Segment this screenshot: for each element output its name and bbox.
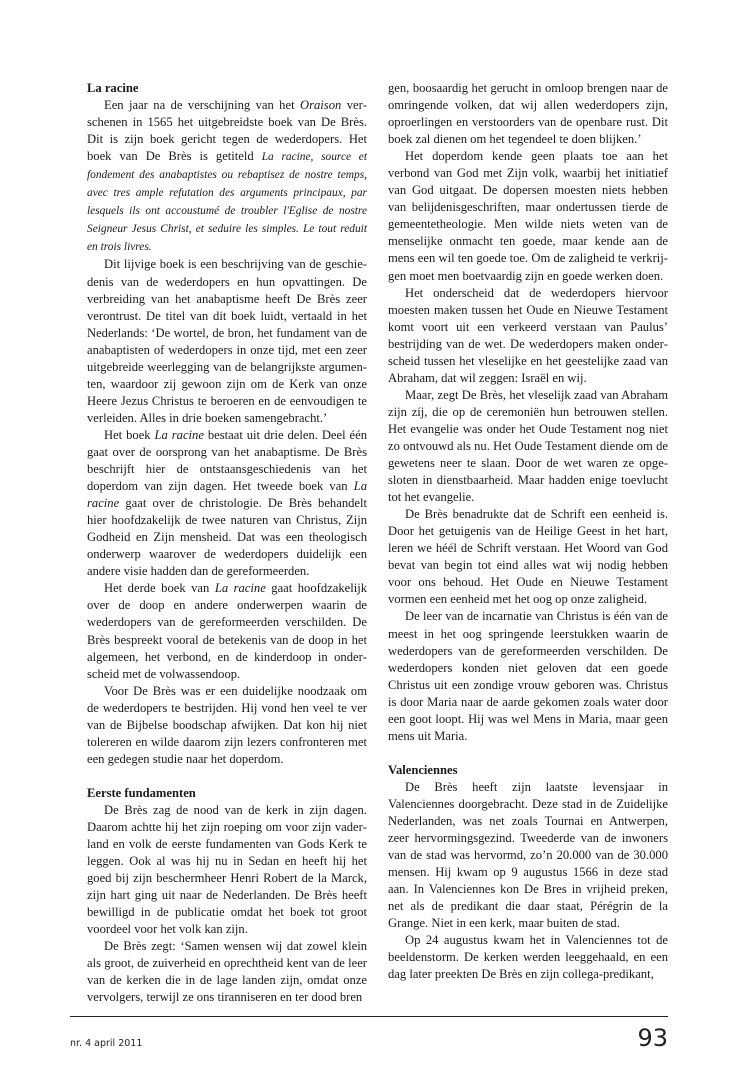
- paragraph: Het derde boek van La racine gaat hoofdzakelijk over de doop en andere onderwerpen waarin de wederdopers van de gereformeerden verschilden. De Brès bespreekt vooral de betekenis van de doop in het algemeen, het verbond, en de kinderdoop in onderscheid met de volwassendoop.: [87, 581, 368, 681]
- paragraph: Het doperdom kende geen plaats toe aan het verbond van God met Zijn volk, waarbij het initiatief van God uitgaat. De dopersen moesten niets hebben van belijdenisgeschriften, maar ondertussen tierde de gemeentetheologie. Men wilde niets weten van de menselijke onmacht ten goede, maar kende aan de mens een wil ten goede toe. Om de zaligheid te verkrijgen moet men boetvaardig zijn en goede werken doen.: [388, 149, 668, 283]
- right-column: [388, 80, 668, 983]
- paragraph: De Brès heeft zijn laatste levensjaar in Valenciennes doorgebracht. Deze stad in de Zuidelijke Nederlanden, was net zoals Tournai en Antwerpen, zeer hervormingsgezind. Tweederde van de inwoners van de stad was hervormd, zo’n 20.000 van de 30.000 mensen. Hij kwam op 9 augustus 1566 in deze stad aan. In Valenciennes kon De Bres in vrijheid preken, net als de predikant die daar staat, Pérégrin de la Grange. Niet in een kerk, maar buiten de stad.: [388, 779, 668, 931]
- issue-label: nr. 4 april 2011: [70, 1038, 143, 1049]
- left-column: [87, 80, 367, 1006]
- paragraph: De Brès benadrukte dat de Schrift een eenheid is. Door het getuigenis van de Heilige Geest in het hart, leren we héél de Schrift verstaan. Het Woord van God bevat van begin tot eind alles wat wij nodig hebben voor ons behoud. Het Oude en Nieuwe Testament vormen een eenheid met het oog op onze zaligheid.: [388, 507, 668, 607]
- paragraph: Het boek La racine bestaat uit drie delen. Deel één gaat over de oorsprong van het anabaptisme. De Brès beschrijft hier de ontstaansgeschiedenis van het doperdom van zijn dagen. Het tweede boek van La racine gaat over de christologie. De Brès behandelt hier hoofdzakelijk de twee naturen van Christus, Zijn Godheid en Zijn mensheid. Dat was een theologisch onderwerp waarover de wederdopers duidelijk een andere visie hadden dan de gereformeerden.: [87, 427, 368, 579]
- section-heading-valenciennes: Valenciennes: [388, 762, 458, 777]
- paragraph: De Brès zag de nood van de kerk in zijn dagen. Daarom achtte hij het zijn roeping om voor zijn vaderland en volk de eerste fundamenten van Gods Kerk te leggen. Ook al was hij nu in Sedan en heeft hij het goed bij zijn beschermheer Henri Robert de la Marck, zijn hart ging uit naar de Nederlanden. De Brès heeft bewilligd in de publicatie omdat het boek tot groot voordeel voor het volk kan zijn.: [87, 802, 367, 937]
- section-heading-la-racine: La racine: [87, 81, 139, 95]
- paragraph: De leer van de incarnatie van Christus is één van de meest in het oog springende leerstukken waarin de wederdopers van de gereformeerden verschilden. De wederdopers konden niet geloven dat een goede Christus uit een zondige vrouw geboren was. Christus is door Maria naar de aarde gekomen zoals water door een goot loopt. Hij was wel Mens in Maria, maar geen mens uit Maria.: [388, 609, 668, 743]
- paragraph: Voor De Brès was er een duidelijke noodzaak om de wederdopers te bestrijden. Hij vond hen veel te ver van de Bijbelse boodschap afwijken. Dat kon hij niet tolereren en wilde daarom zijn lezers confronteren met een gedegen studie naar het doperdom.: [87, 683, 367, 766]
- paragraph: Een jaar na de verschijning van het Oraison verschenen in 1565 het uitgebreidste boek van De Brès. Dit is zijn boek gericht tegen de wederdopers. Het boek van De Brès is getiteld La racine, source et fondement des anabaptistes ou rebaptisez de nostre temps, avec tres ample refutation des arguments principaux, par lesquels ils ont accoustumé de troubler l'Eglise de nostre Seigneur Jesus Christ, et seduire les simples. Le tout reduit en trois livres.: [87, 98, 368, 254]
- paragraph: Op 24 augustus kwam het in Valenciennes tot de beeldenstorm. De kerken werden leeggehaald, en een dag later preekten De Brès en zijn collega-predikant,: [388, 933, 668, 982]
- section-heading-eerste-fundamenten: Eerste fundamenten: [87, 785, 196, 800]
- footer-rule: [70, 1016, 668, 1017]
- paragraph: Dit lijvige boek is een beschrijving van de geschiedenis van de wederdopers en hun opvattingen. De verbreiding van het anabaptisme heeft De Brès zeer verontrust. De titel van dit boek luidt, vertaald in het Nederlands: ‘De wortel, de bron, het fundament van de anabaptisten of wederdopers in onze tijd, met een zeer uitgebreide weerlegging van de belangrijkste argumenten, waardoor zij gewoon zijn om de Kerk van onze Heere Jezus Christus te beroeren en de eenvoudigen te verleiden. Alles in drie boeken samengebracht.’: [87, 257, 367, 425]
- paragraph: Het onderscheid dat de wederdopers hiervoor moesten maken tussen het Oude en Nieuwe Testament komt voort uit een verkeerd verstaan van Paulus’ bestrijding van de wet. De wederdopers maken onderscheid tussen het vleselijke en het geestelijke zaad van Abraham, dat wil zeggen: Israël en wij.: [388, 285, 668, 385]
- paragraph: De Brès zegt: ‘Samen wensen wij dat zowel klein als groot, de zuiverheid en oprechtheid kent van de leer van de kerken die in de lage landen zijn, omdat onze vervolgers, terwijl ze ons tiranniseren en ter dood bren: [87, 939, 367, 1005]
- paragraph: Maar, zegt De Brès, het vleselijk zaad van Abraham zijn zíj, die op de ceremoniën hun betrouwen stellen. Het evangelie was onder het Oude Testament nog niet zo ontvouwd als nu. Het Oude Testament diende om de gewetens neer te slaan. Door de wet waren ze opgesloten in dienstbaarheid. Maar hadden enige toevlucht tot het evangelie.: [388, 387, 668, 505]
- page-number: 93: [637, 1024, 668, 1052]
- paragraph: gen, boosaardig het gerucht in omloop brengen naar de omringende volken, dat wij allen wederdopers zijn, oproerlingen en verstoorders van de openbare rust. Dit boek zal dienen om het tegendeel te doen blijken.’: [388, 81, 668, 147]
